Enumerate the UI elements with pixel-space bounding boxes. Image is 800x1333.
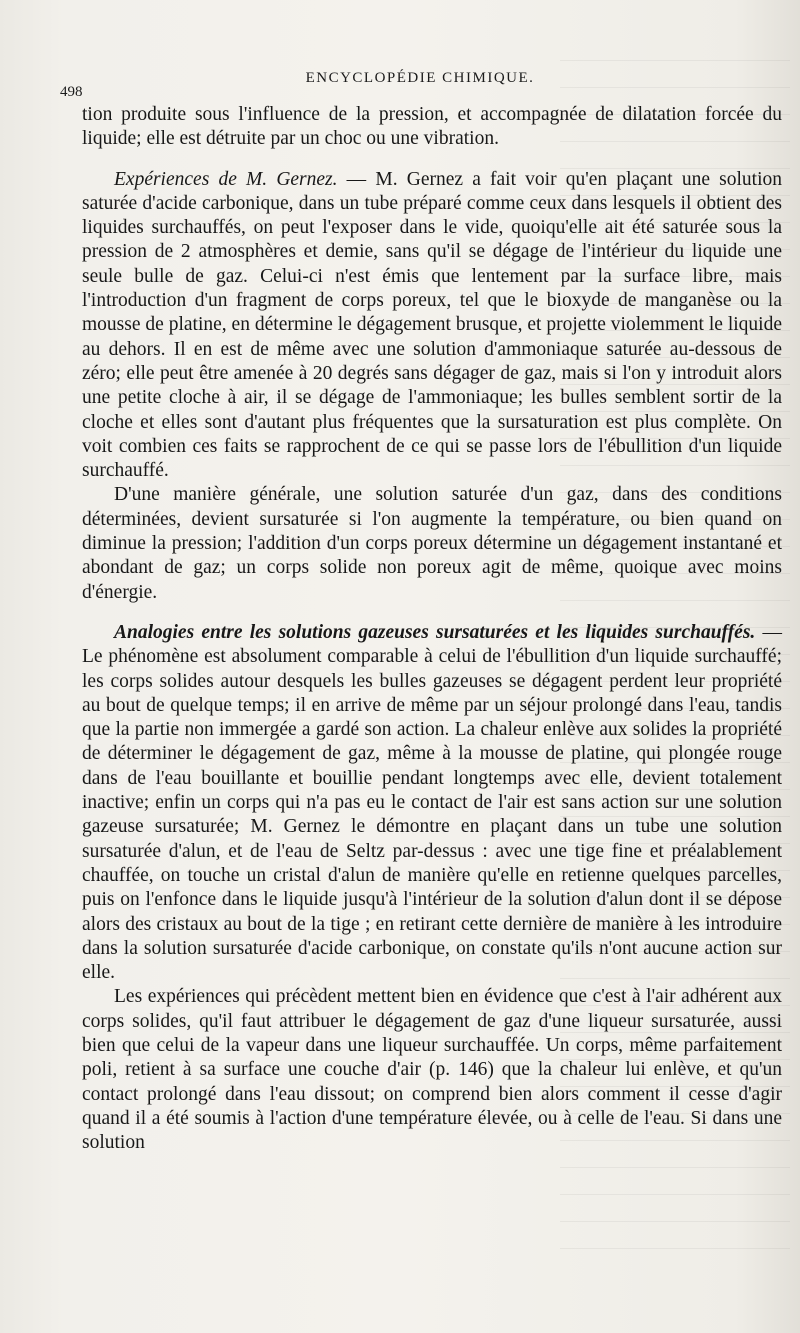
running-head: ENCYCLOPÉDIE CHIMIQUE. — [305, 70, 535, 86]
paragraph-text: — Le phénomène est absolument comparable à celui de l'ébullition d'un liquide surchauffé; les corps solides autour desquels les bulles gazeuses se dégagent perdent leur propriété au bout de quelque temps; il en arrive de même par un séjour prolongé dans l'eau, tandis que la partie non immergée a gardé son action. La chaleur enlève aux solides la propriété de déterminer le dégagement de gaz, même à la mousse de platine, qui plongée rouge dans de l'eau bouillante et bouillie pendant longtemps avec elle, devient totalement inactive; enfin un corps qui n'a pas eu le contact de l'air est sans action sur une solution gazeuse sursaturée; M. Gernez le démontre en plaçant dans un tube une solution sursaturée d'alun, et de l'eau de Seltz par-dessus : avec une tige fine et préalablement chauffée, on touche un cristal d'alun de manière qu'elle en retienne quelques parcelles, puis on l'enfonce dans le liquide jusqu'à l'intérieur de la solution d'alun dont il se dépose alors des cristaux au bout de la tige ; en retirant cette dernière de manière à les introduire dans la solution sursaturée d'acide carbonique, on constate qu'ils n'ont aucune action sur elle. — [82, 621, 783, 984]
section-heading-analogies: Analogies entre les solutions gazeuses sursaturées et les liquides surchauffés. — [114, 621, 756, 643]
paragraph-intro — [82, 103, 782, 152]
paragraph-text: — M. Gernez a fait voir qu'en plaçant une solution saturée d'acide carbonique, dans un tube préparé comme ceux dans lesquels il obtient des liquides surchauffés, on peut l'exposer dans le vide, quoiqu'elle ait été saturée sous la pression de 2 atmosphères et demie, sans qu'il se dégage de l'intérieur du liquide une seule bulle de gaz. Celui-ci n'est émis que lentement par la surface libre, mais l'introduction d'un fragment de corps poreux, tel que le bioxyde de manganèse ou la mousse de platine, en détermine le dégagement brusque, et projette violemment le liquide au dehors. Il en est de même avec une solution d'ammoniaque saturée au-dessous de zéro; elle peut être amenée à 20 degrés sans dégager de gaz, mais si l'on y introduit alors une petite cloche à air, il se dégage de l'ammoniaque; les bulles semblent sortir de la cloche et elles sont d'autant plus fréquentes que la sursaturation est plus complète. On voit combien ces faits se rapprochent de ce qui se passe lors de l'ébullition d'un liquide surchauffé. — [82, 168, 782, 482]
page-body — [82, 103, 782, 1155]
paragraph-analogies — [82, 621, 782, 985]
paragraph-text: Les expériences qui précèdent mettent bien en évidence que c'est à l'air adhérent aux corps solides, qu'il faut attribuer le dégagement de gaz d'une liqueur sursaturée, aussi bien que celui de la vapeur dans une liqueur surchauffée. Un corps, même parfaitement poli, retient à sa surface une couche d'air (p. 146) que la chaleur lui enlève, et qu'un contact prolongé dans l'eau dissout; on comprend bien alors comment il cesse d'agir quand il a été soumis à l'action d'une température élevée, ou à celle de l'eau. Si dans une solution — [82, 986, 782, 1154]
page-number: 498 — [60, 84, 83, 100]
paragraph-general — [82, 483, 782, 604]
paragraph-text: D'une manière générale, une solution saturée d'un gaz, dans des conditions déterminées, devient sursaturée si l'on augmente la température, ou bien quand on diminue la pression; l'addition d'un corps poreux détermine un dégagement instantané et abondant de gaz; un corps solide non poreux agit de même, quoique avec moins d'énergie. — [82, 484, 782, 603]
section-spacer — [82, 152, 782, 168]
page-header — [60, 70, 780, 100]
paragraph-text: tion produite sous l'influence de la pression, et accompagnée de dilatation forcée du liquide; elle est détruite par un choc ou une vibration. — [82, 104, 782, 150]
section-heading-gernez: Expériences de M. Gernez. — [114, 168, 338, 190]
section-spacer — [82, 605, 782, 621]
paragraph-conclusion — [82, 985, 782, 1155]
paragraph-gernez — [82, 168, 782, 484]
